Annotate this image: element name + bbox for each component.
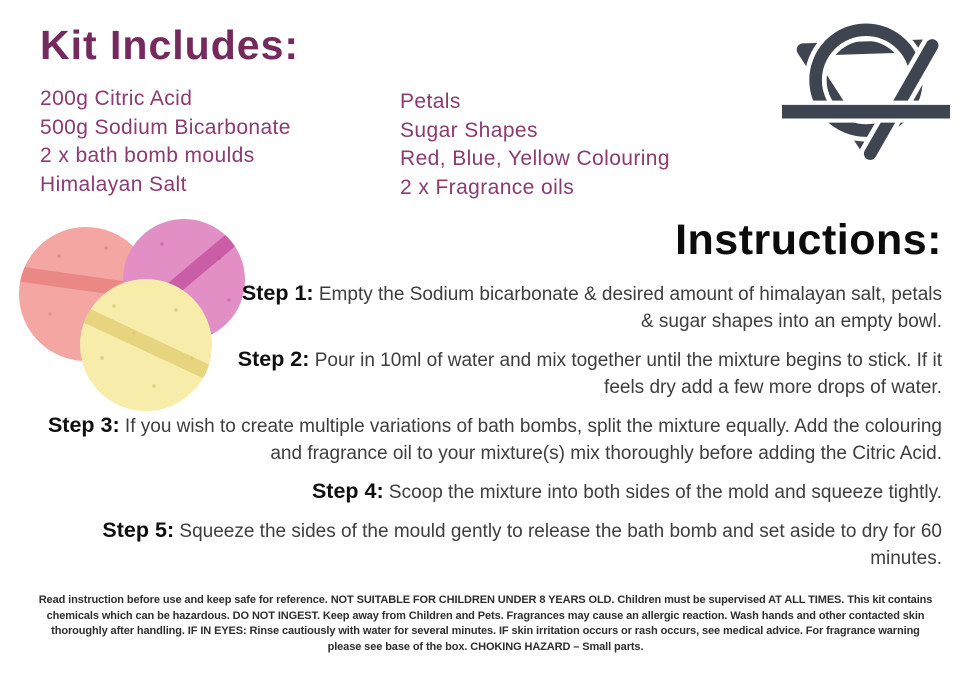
- kit-item: 200g Citric Acid: [40, 87, 193, 110]
- kit-item: 500g Sodium Bicarbonate: [40, 115, 291, 139]
- step-2: [230, 346, 942, 401]
- step-2-label: Step 2:: [237, 347, 310, 371]
- step-5-text: Squeeze the sides of the mould gently to release the bath bomb and set aside to dry for 60 minutes.: [179, 521, 942, 569]
- step-3-label: Step 3:: [47, 413, 120, 437]
- safety-warning-text: Read instruction before use and keep safe for reference. NOT SUITABLE FOR CHILDREN UNDER 8 YEARS OLD. Children must be supervised AT ALL TIMES. This kit contains chemicals which can be hazardous. DO NOT INGEST. Keep away from Children and Pets. Fragrances may cause an allergic reaction. Wash hands and other contacted skin thoroughly after handling. IF IN EYES: Rinse cautiously with water for several minutes. IF skin irritation occurs or rash occurs, see medical advice. For fragrance warning please see base of the box. CHOKING HAZARD – Small parts.: [38, 594, 933, 653]
- kit-item: Himalayan Salt: [40, 172, 187, 196]
- kit-list-secondary: [400, 88, 670, 202]
- step-4: [38, 478, 942, 506]
- step-5-label: Step 5:: [102, 518, 175, 542]
- kit-item: Petals: [400, 90, 461, 113]
- brand-logo-icon: [782, 14, 950, 182]
- step-3: [38, 412, 942, 467]
- instructions-steps: [38, 280, 942, 583]
- step-2-text: Pour in 10ml of water and mix together until the mixture begins to stick. If it feels dry add a few more drops of water.: [314, 350, 942, 398]
- instructions-title: Instructions:: [675, 216, 942, 264]
- step-5: [38, 517, 942, 572]
- step-1-text: Empty the Sodium bicarbonate & desired amount of himalayan salt, petals & sugar shapes into an empty bowl.: [318, 284, 942, 332]
- step-4-label: Step 4:: [311, 479, 384, 503]
- kit-item: Red, Blue, Yellow Colouring: [400, 147, 670, 170]
- kit-list-primary: [40, 85, 291, 199]
- kit-item: Sugar Shapes: [400, 118, 538, 142]
- step-4-text: Scoop the mixture into both sides of the mold and squeeze tightly.: [388, 482, 942, 503]
- step-3-text: If you wish to create multiple variations of bath bombs, split the mixture equally. Add the colouring and fragrance oil to your mixture(s) mix thoroughly before adding the Citric Acid.: [124, 416, 942, 464]
- kit-item: 2 x bath bomb moulds: [40, 144, 255, 167]
- step-1: [230, 280, 942, 335]
- kit-includes-title: Kit Includes:: [40, 22, 300, 68]
- step-1-label: Step 1:: [241, 281, 314, 305]
- kit-item: 2 x Fragrance oils: [400, 175, 575, 199]
